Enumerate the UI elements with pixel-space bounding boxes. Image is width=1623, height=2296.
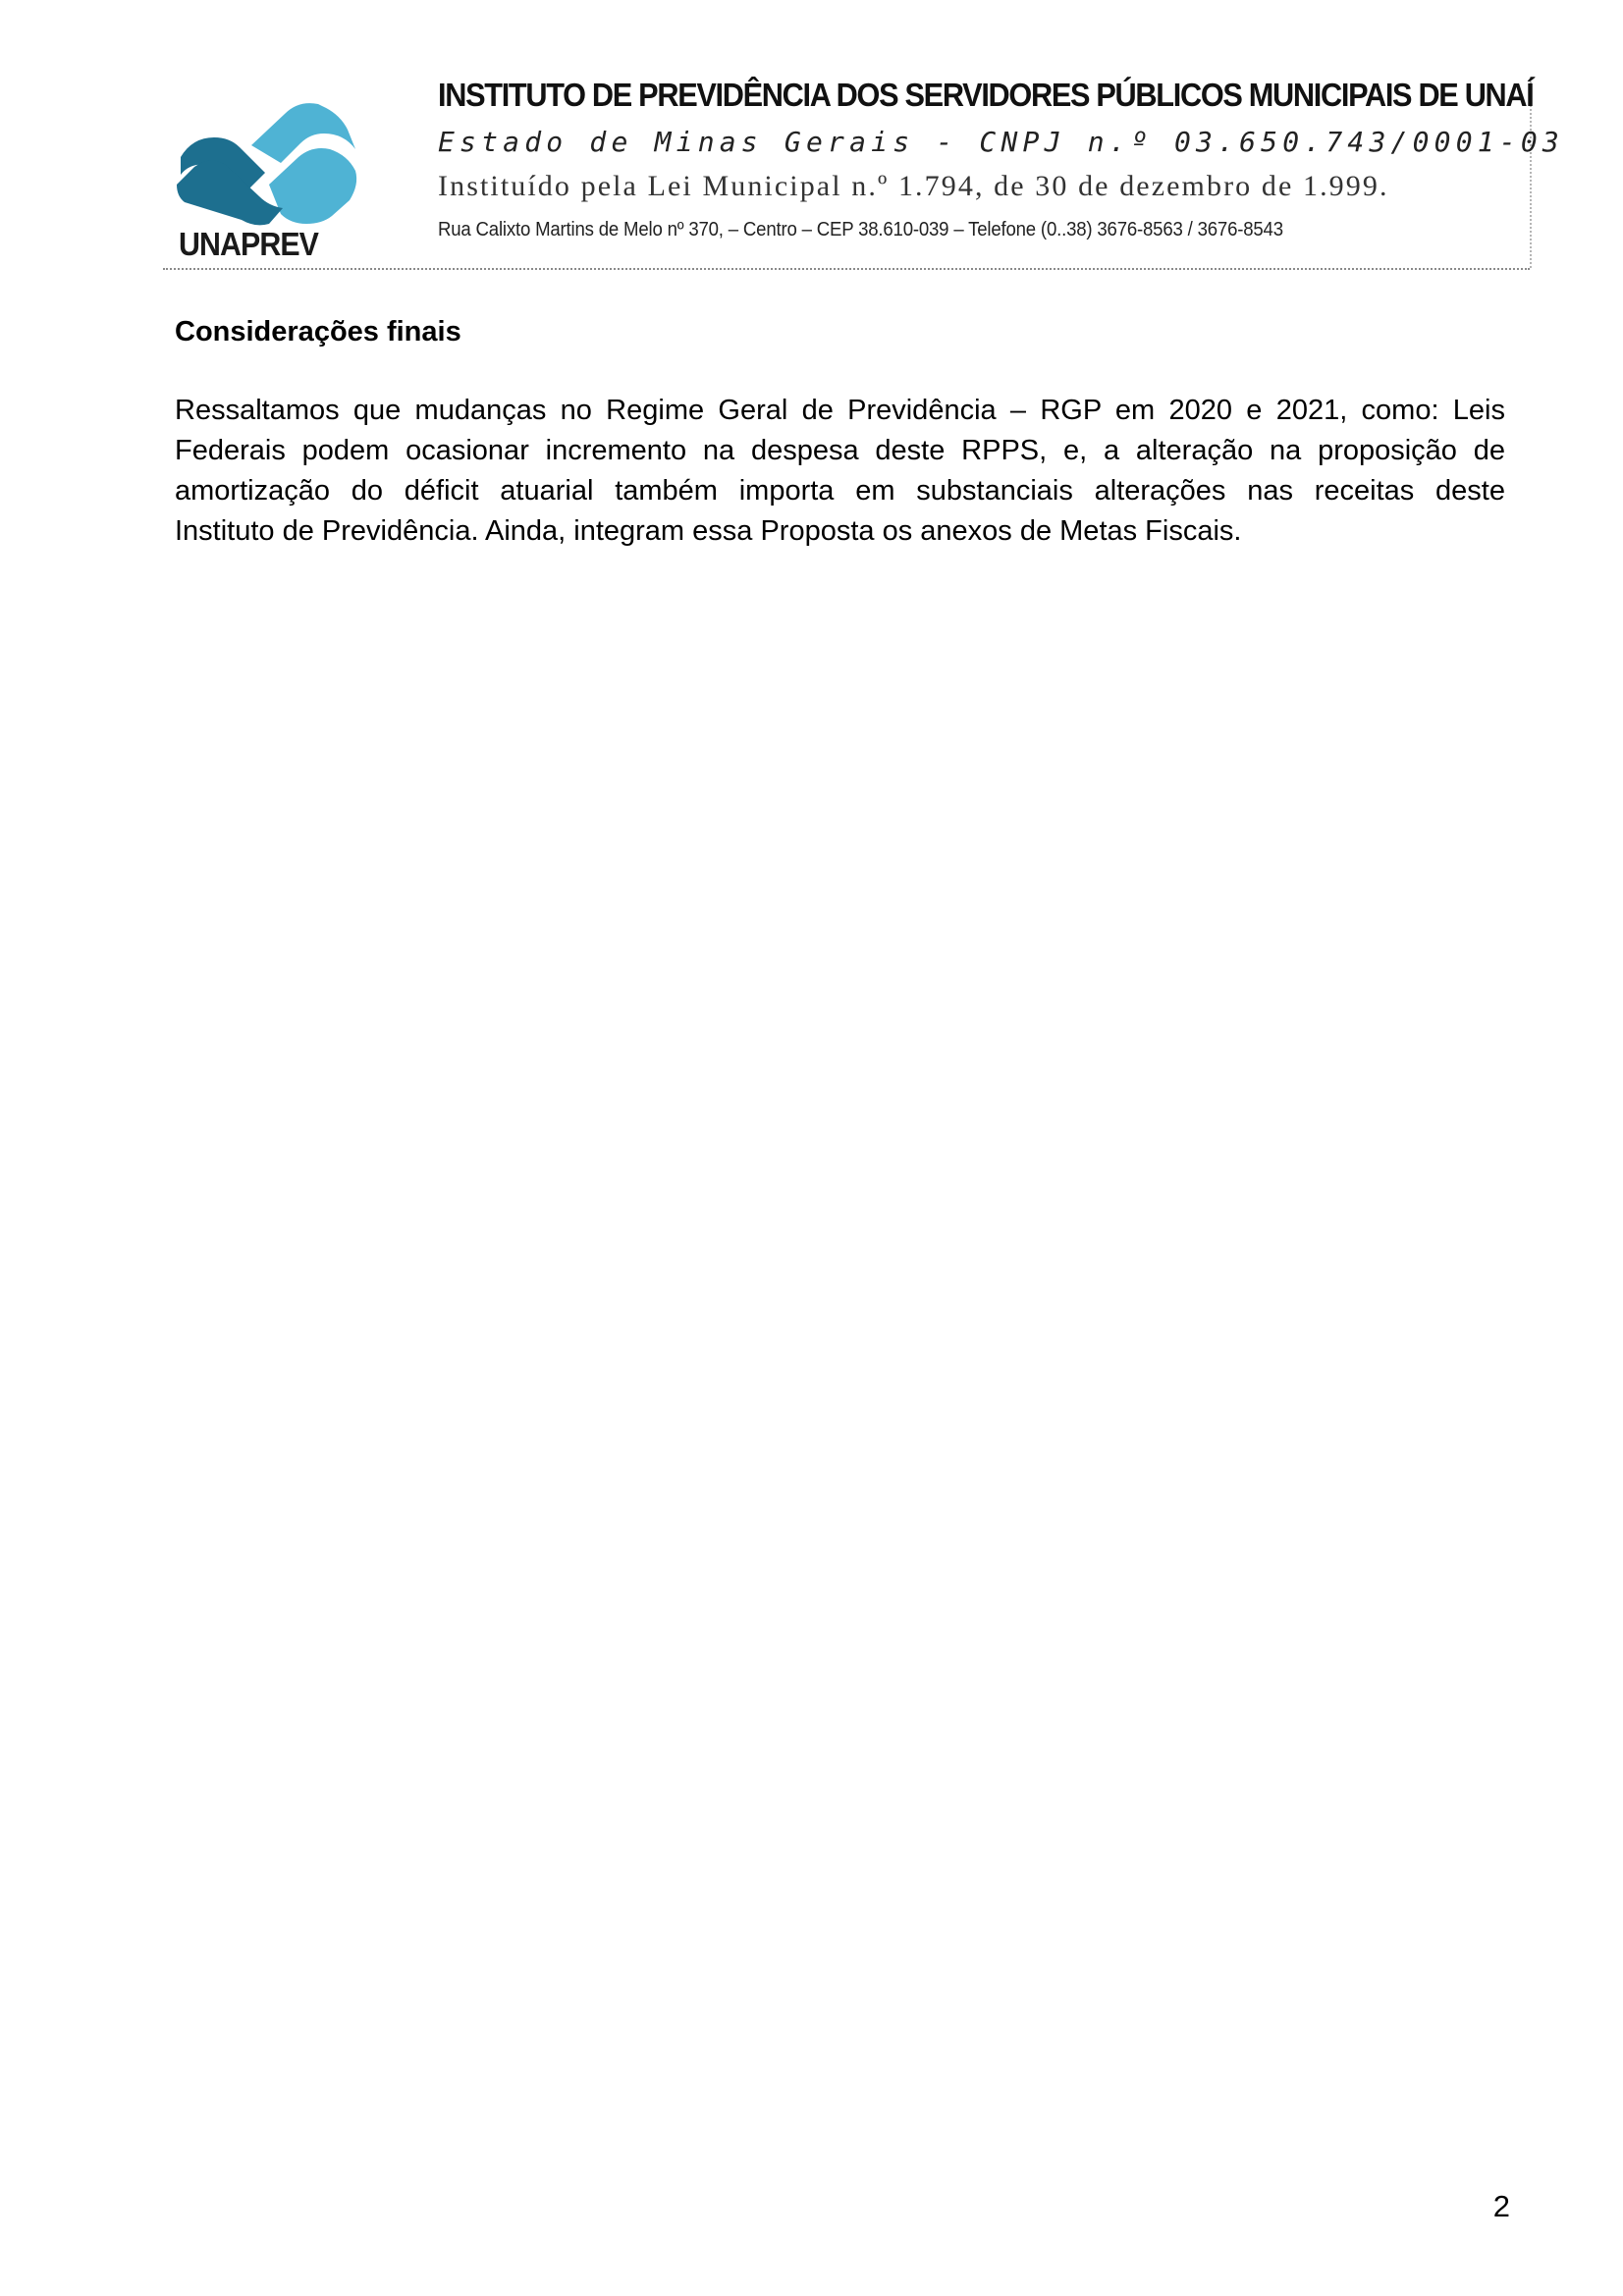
unaprev-logo-icon — [175, 94, 359, 232]
founding-law: Instituído pela Lei Municipal n.º 1.794, de 30 de dezembro de 1.999. — [438, 170, 1389, 202]
organization-name: INSTITUTO DE PREVIDÊNCIA DOS SERVIDORES PÚBLICOS MUNICIPAIS DE UNAÍ — [438, 77, 1534, 113]
section-title: Considerações finais — [175, 316, 461, 347]
paragraph-line: Ressaltamos que mudanças no Regime Geral de Previdência – RGP em 2020 e 2021, como: Leis — [175, 395, 1505, 426]
state-cnpj: Estado de Minas Gerais - CNPJ n.º 03.650.743/0001-03 — [438, 126, 1564, 158]
logo-text: UNAPREV — [179, 226, 319, 262]
paragraph-line: Federais podem ocasionar incremento na despesa deste RPPS, e, a alteração na proposição de — [175, 435, 1505, 466]
paragraph-line: Instituto de Previdência. Ainda, integram essa Proposta os anexos de Metas Fiscais. — [175, 515, 1242, 547]
page-number: 2 — [1492, 2189, 1510, 2223]
body-paragraph — [175, 391, 1505, 552]
address-line: Rua Calixto Martins de Melo nº 370, – Centro – CEP 38.610-039 – Telefone (0..38) 3676-8563 / 3676-8543 — [438, 219, 1283, 240]
letterhead — [163, 77, 1564, 270]
paragraph-line: amortização do déficit atuarial também importa em substanciais alterações nas receitas deste — [175, 475, 1505, 507]
